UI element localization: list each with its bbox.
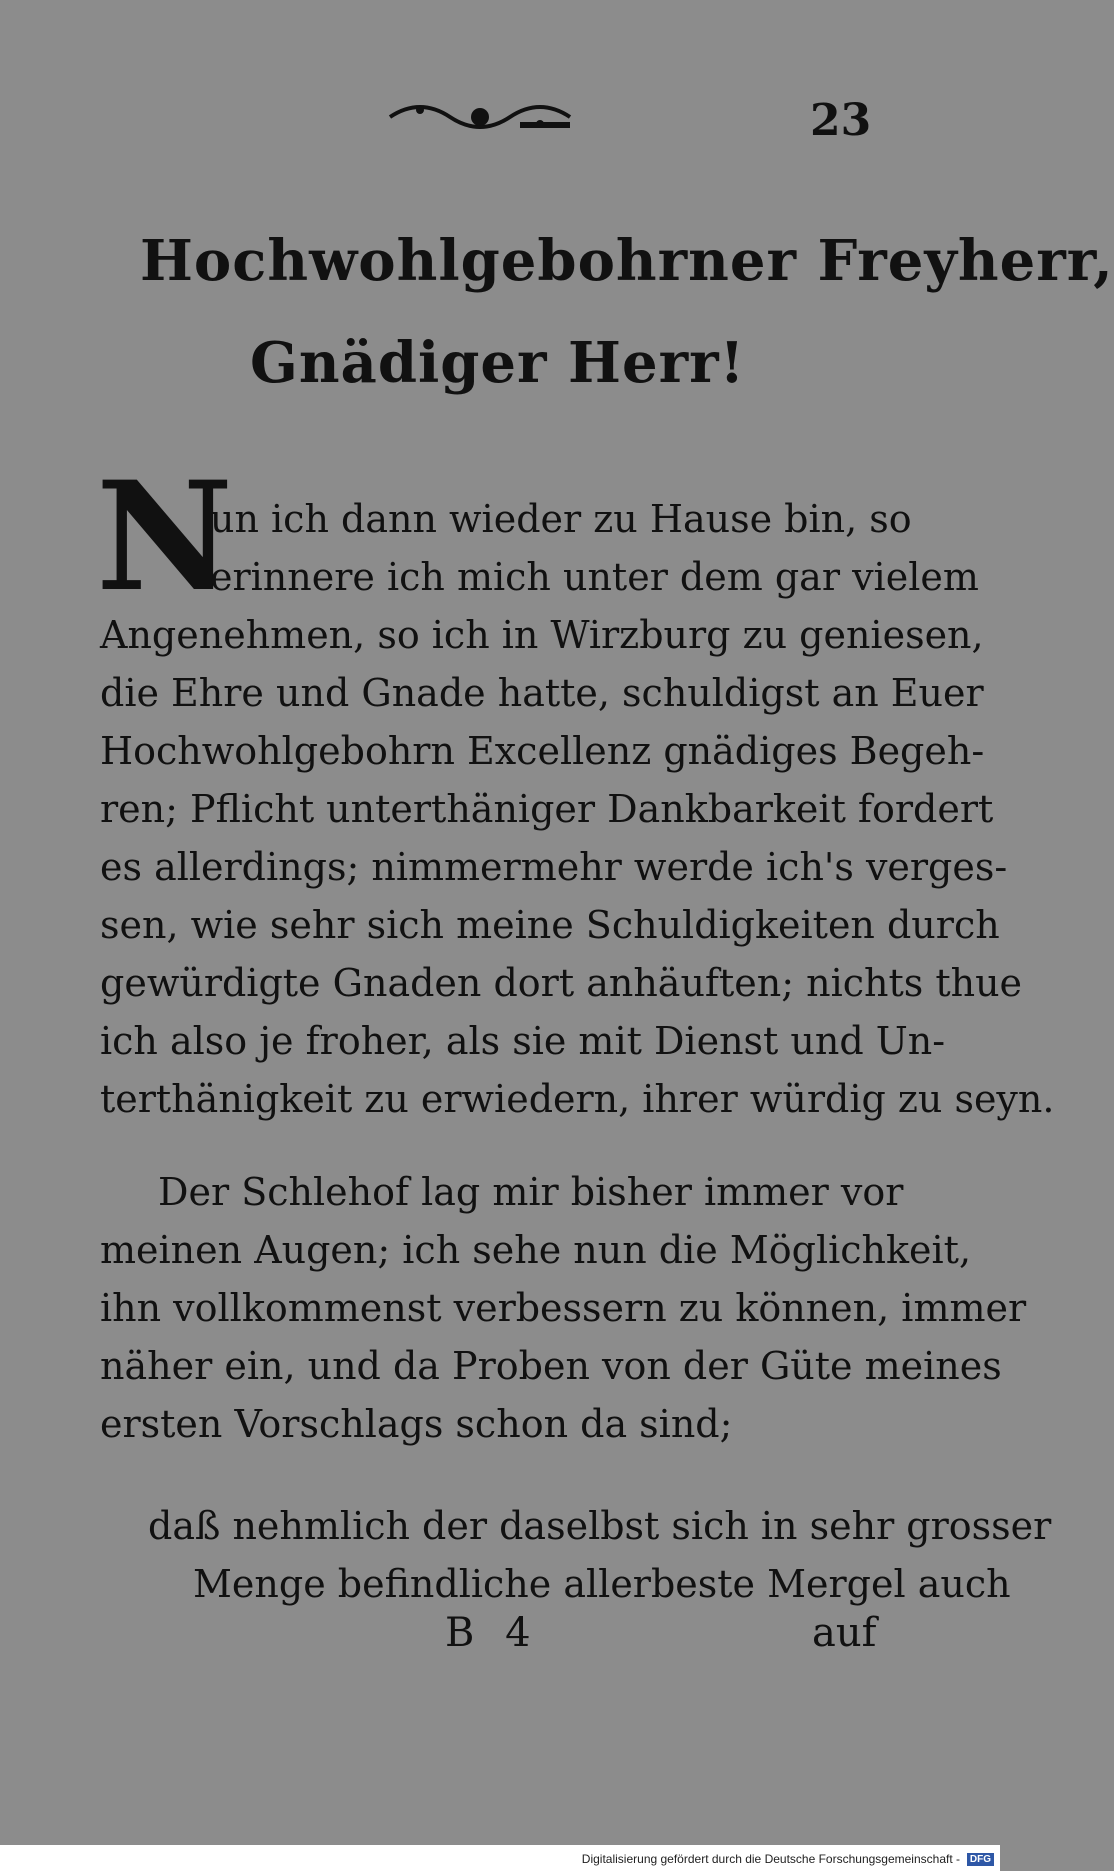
text-line: gewürdigte Gnaden dort anhäuften; nichts thue bbox=[100, 961, 1023, 1005]
dfg-logo-icon: DFG bbox=[967, 1853, 994, 1866]
salutation-line-1: Hochwohlgebohrner Freyherr, bbox=[140, 228, 1114, 294]
paragraph-3 bbox=[148, 1497, 1051, 1613]
paragraph-1 bbox=[100, 490, 1055, 1128]
page-number: 23 bbox=[810, 95, 872, 146]
text-line: terthänigkeit zu erwiedern, ihrer würdig zu seyn. bbox=[100, 1077, 1055, 1121]
text-line: ren; Pflicht unterthäniger Dankbarkeit fordert bbox=[100, 787, 994, 831]
paragraph-2 bbox=[100, 1163, 1026, 1453]
text-line: ihn vollkommenst verbessern zu können, immer bbox=[100, 1286, 1027, 1330]
text-line: un ich dann wieder zu Hause bin, so bbox=[210, 497, 912, 541]
drop-cap: N bbox=[96, 449, 234, 625]
footer-credit: Digitalisierung gefördert durch die Deutsche Forschungsgemeinschaft - bbox=[581, 1852, 960, 1866]
text-line: ich also je froher, als sie mit Dienst und Un- bbox=[100, 1019, 946, 1063]
text-line: Menge befindliche allerbeste Mergel auch bbox=[193, 1562, 1011, 1606]
text-line: Angenehmen, so ich in Wirzburg zu geniesen, bbox=[100, 613, 984, 657]
text-line: meinen Augen; ich sehe nun die Möglichkeit, bbox=[100, 1228, 972, 1272]
text-line: ersten Vorschlags schon da sind; bbox=[100, 1402, 733, 1446]
ornament-icon bbox=[380, 92, 580, 142]
text-line: näher ein, und da Proben von der Güte meines bbox=[100, 1344, 1002, 1388]
footer-bar bbox=[0, 1845, 1000, 1871]
catchword: auf bbox=[812, 1610, 877, 1656]
text-line: es allerdings; nimmermehr werde ich's verges- bbox=[100, 845, 1008, 889]
text-line: daß nehmlich der daselbst sich in sehr grosser bbox=[148, 1504, 1052, 1548]
salutation-line-2: Gnädiger Herr! bbox=[250, 330, 746, 396]
text-line: erinnere ich mich unter dem gar vielem bbox=[210, 555, 979, 599]
text-line: die Ehre und Gnade hatte, schuldigst an Euer bbox=[100, 671, 984, 715]
signature-mark: B 4 bbox=[445, 1610, 531, 1656]
text-line: sen, wie sehr sich meine Schuldigkeiten durch bbox=[100, 903, 1000, 947]
text-line: Hochwohlgebohrn Excellenz gnädiges Begeh- bbox=[100, 729, 985, 773]
text-line: Der Schlehof lag mir bisher immer vor bbox=[158, 1170, 904, 1214]
